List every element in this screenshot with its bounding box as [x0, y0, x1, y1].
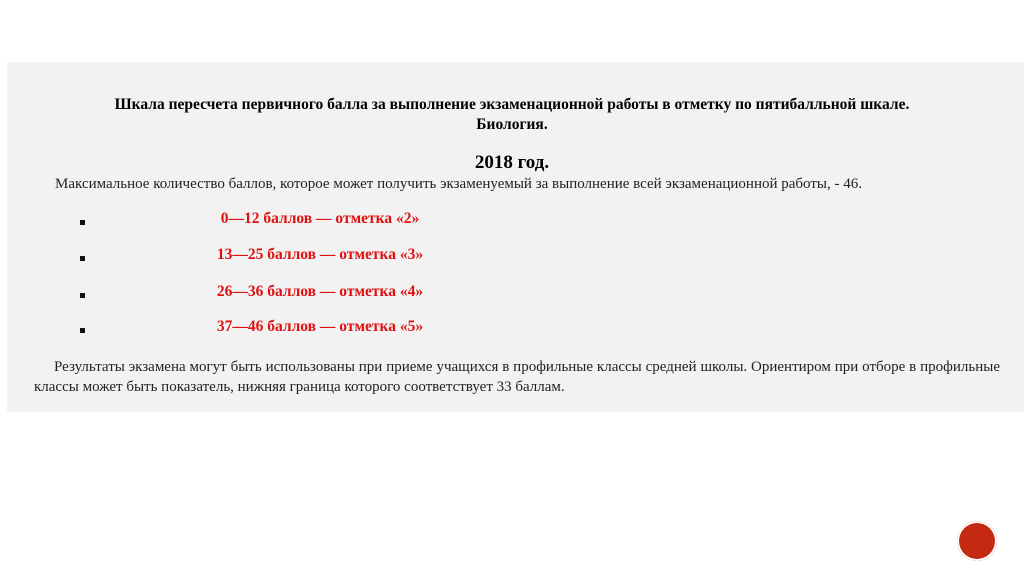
results-paragraph: Результаты экзамена могут быть использованы при приеме учащихся в профильные классы средней школы. Ориентиром при отборе в профильные классы может быть показатель, нижняя граница которого соответствует 33 баллам. [34, 359, 1000, 395]
grade-item: 0—12 баллов — отметка «2» [220, 210, 420, 227]
max-score-text: Максимальное количество баллов, которое может получить экзаменуемый за выполнение всей экзаменационной работы, - 46. [55, 176, 862, 192]
page-subtitle: Биология. [476, 116, 548, 133]
grade-item: 26—36 баллов — отметка «4» [216, 283, 424, 300]
next-slide-button[interactable] [957, 521, 997, 561]
grade-item: 13—25 баллов — отметка «3» [216, 246, 424, 263]
year-heading: 2018 год. [474, 152, 550, 173]
page-title: Шкала пересчета первичного балла за выполнение экзаменационной работы в отметку по пятибалльной шкале. [114, 96, 910, 113]
grade-item: 37—46 баллов — отметка «5» [216, 318, 424, 335]
